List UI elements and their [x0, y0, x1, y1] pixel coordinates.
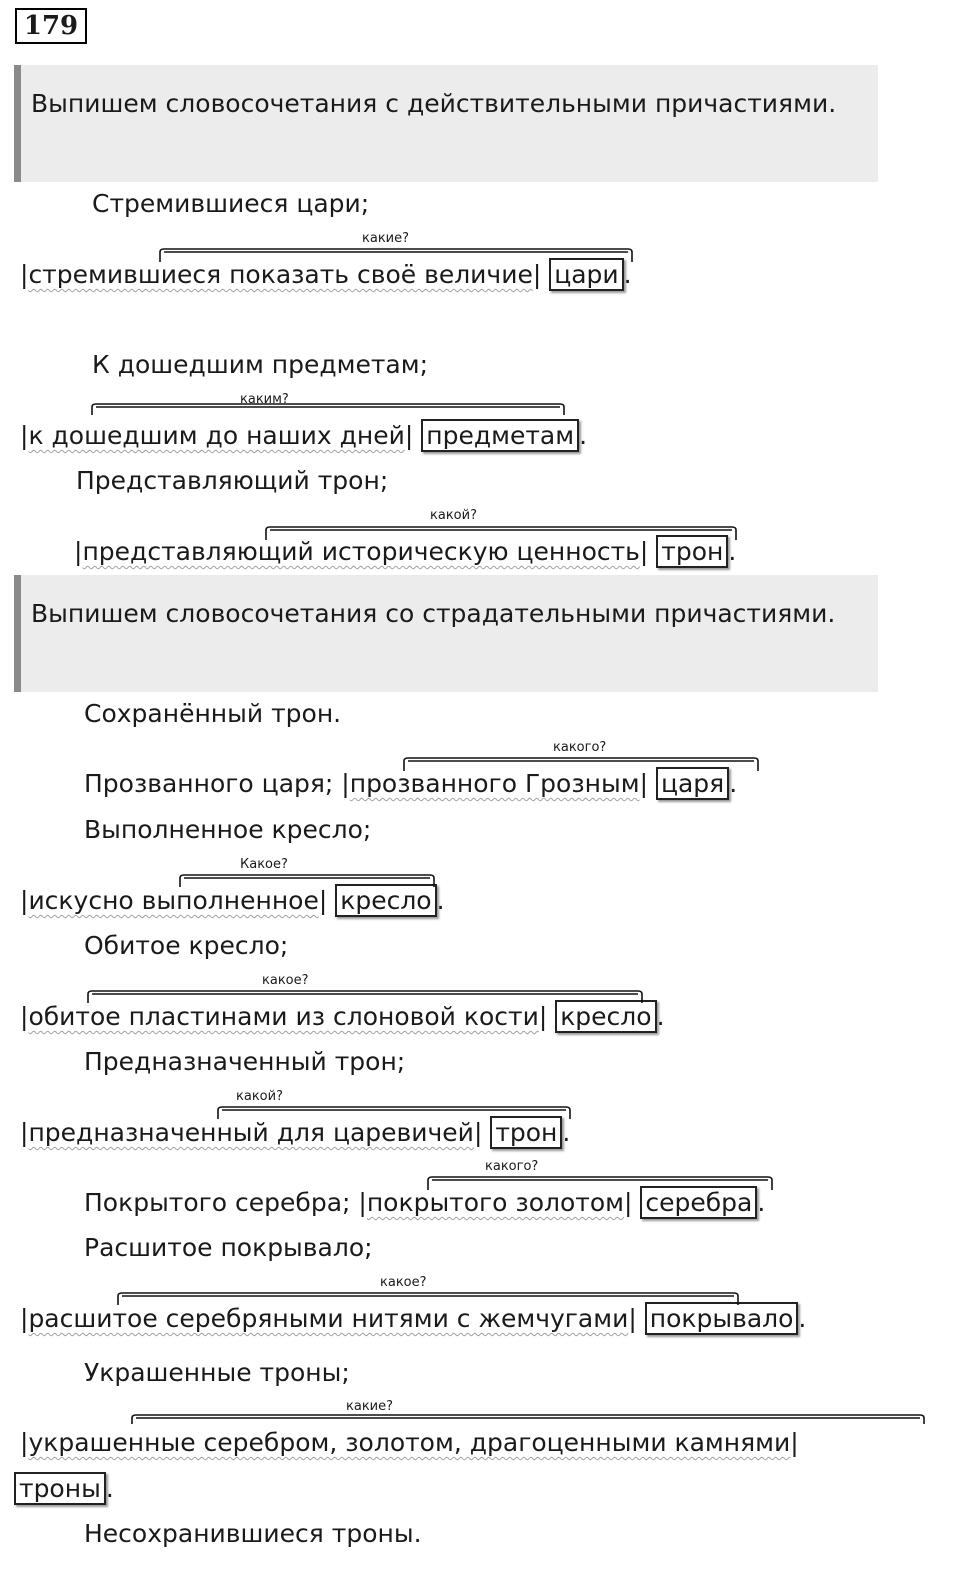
head-word: покрывало	[645, 1302, 799, 1335]
dependent-words: украшенные серебром, золотом, драгоценными камнями	[28, 1428, 791, 1457]
dependent-words: стремившиеся показать своё величие	[28, 260, 533, 289]
head-word: кресло	[555, 1000, 656, 1033]
question-label: какого?	[553, 740, 607, 755]
phrase-line: Представляющий трон;	[76, 466, 389, 495]
phrase-construction: |представляющий историческую ценность| трон .	[74, 537, 737, 566]
question-label: какой?	[236, 1089, 283, 1104]
question-label: какое?	[262, 973, 309, 988]
question-label: какие?	[346, 1399, 394, 1414]
phrase-line: Несохранившиеся троны.	[84, 1519, 422, 1548]
question-label: какого?	[485, 1159, 539, 1174]
dependent-words: к дошедшим до наших дней	[28, 421, 405, 450]
head-word: цари	[549, 258, 623, 291]
phrase-construction: |к дошедшим до наших дней| предметам .	[20, 421, 588, 450]
phrase-construction: |обитое пластинами из слоновой кости| кресло .	[20, 1002, 665, 1031]
phrase-construction: |искусно выполненное| кресло .	[20, 886, 445, 915]
phrase-construction: |расшитое серебряными нитями с жемчугами| покрывало .	[20, 1304, 807, 1333]
phrase-construction: |предназначенный для царевичей| трон .	[20, 1118, 571, 1147]
phrase-line: Предназначенный трон;	[84, 1047, 406, 1076]
phrase-construction: |стремившиеся показать своё величие| цари .	[20, 260, 632, 289]
head-word: серебра	[640, 1186, 757, 1219]
phrase-line: К дошедшим предметам;	[92, 350, 429, 379]
dependent-words: покрытого золотом	[366, 1188, 624, 1217]
phrase-line: Расшитое покрывало;	[84, 1233, 373, 1262]
task-number: 179	[15, 8, 87, 44]
phrase-line: Обитое кресло;	[84, 931, 289, 960]
question-label: Какое?	[240, 857, 288, 872]
phrase-construction: |украшенные серебром, золотом, драгоценными камнями|	[20, 1428, 799, 1457]
arc-1	[92, 404, 564, 415]
phrase-line: Выполненное кресло;	[84, 815, 372, 844]
head-word: трон	[656, 535, 728, 568]
phrase-construction-continued: троны .	[14, 1472, 114, 1506]
question-label: какое?	[380, 1275, 427, 1290]
phrase-line: Прозванного царя; |прозванного Грозным| царя .	[84, 769, 738, 798]
head-word: предметам	[421, 419, 579, 452]
arc-10	[132, 1415, 924, 1424]
dependent-words: предназначенный для царевичей	[28, 1118, 474, 1147]
question-label: какой?	[430, 508, 477, 523]
section-heading-passive: Выпишем словосочетания со страдательными причастиями.	[14, 575, 878, 692]
head-word: кресло	[335, 884, 436, 917]
question-label: какие?	[362, 231, 410, 246]
head-word: царя	[656, 767, 729, 800]
dependent-words: обитое пластинами из слоновой кости	[28, 1002, 539, 1031]
question-label: каким?	[240, 392, 289, 407]
phrase-line: Украшенные троны;	[84, 1358, 350, 1387]
section-heading-active: Выпишем словосочетания с действительными причастиями.	[14, 65, 878, 182]
dependent-words: прозванного Грозным	[349, 769, 640, 798]
phrase-line: Стремившиеся цари;	[92, 189, 370, 218]
head-word: трон	[490, 1116, 562, 1149]
dependent-words: представляющий историческую ценность	[82, 537, 640, 566]
phrase-line: Сохранённый трон.	[84, 699, 342, 728]
head-word: троны	[14, 1472, 106, 1505]
dependent-words: искусно выполненное	[28, 886, 319, 915]
phrase-line: Покрытого серебра; |покрытого золотом| серебра .	[84, 1188, 766, 1217]
dependent-words: расшитое серебряными нитями с жемчугами	[28, 1304, 629, 1333]
